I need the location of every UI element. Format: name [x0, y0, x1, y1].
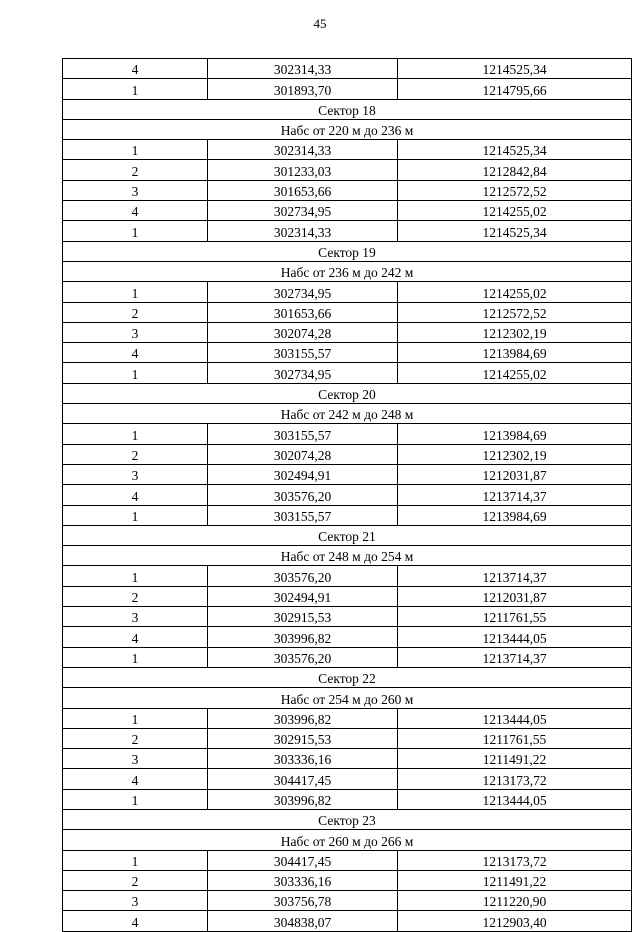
sector-header-row [63, 99, 632, 119]
y-coordinate-cell: 1213714,37 [398, 566, 632, 586]
y-coordinate-cell: 1211491,22 [398, 870, 632, 890]
x-coordinate-cell: 303756,78 [208, 891, 398, 911]
point-number-cell: 4 [63, 911, 208, 931]
point-number-cell: 2 [63, 870, 208, 890]
sector-header-cell: Сектор 21 [63, 525, 632, 545]
point-number-cell: 4 [63, 343, 208, 363]
sector-header-cell: Набс от 248 м до 254 м [63, 546, 632, 566]
x-coordinate-cell: 304417,45 [208, 850, 398, 870]
table-row [63, 505, 632, 525]
x-coordinate-cell: 303996,82 [208, 789, 398, 809]
page-number: 45 [313, 16, 327, 31]
coordinates-table-body [63, 59, 632, 932]
sector-header-row [63, 261, 632, 281]
table-row [63, 59, 632, 79]
x-coordinate-cell: 302915,53 [208, 607, 398, 627]
y-coordinate-cell: 1211491,22 [398, 749, 632, 769]
point-number-cell: 3 [63, 180, 208, 200]
y-coordinate-cell: 1214255,02 [398, 363, 632, 383]
table-row [63, 789, 632, 809]
x-coordinate-cell: 303996,82 [208, 708, 398, 728]
x-coordinate-cell: 302074,28 [208, 444, 398, 464]
y-coordinate-cell: 1212302,19 [398, 444, 632, 464]
x-coordinate-cell: 302734,95 [208, 282, 398, 302]
x-coordinate-cell: 302314,33 [208, 59, 398, 79]
table-row [63, 891, 632, 911]
sector-header-cell: Набс от 254 м до 260 м [63, 688, 632, 708]
table-row [63, 870, 632, 890]
table-row [63, 566, 632, 586]
sector-header-cell: Набс от 236 м до 242 м [63, 261, 632, 281]
point-number-cell: 4 [63, 59, 208, 79]
point-number-cell: 4 [63, 769, 208, 789]
sector-header-row [63, 119, 632, 139]
x-coordinate-cell: 302314,33 [208, 221, 398, 241]
table-row [63, 769, 632, 789]
table-row [63, 322, 632, 342]
y-coordinate-cell: 1213444,05 [398, 627, 632, 647]
y-coordinate-cell: 1213173,72 [398, 769, 632, 789]
sector-header-row [63, 830, 632, 850]
y-coordinate-cell: 1213984,69 [398, 343, 632, 363]
table-row [63, 647, 632, 667]
y-coordinate-cell: 1213444,05 [398, 708, 632, 728]
sector-header-cell: Сектор 22 [63, 667, 632, 687]
y-coordinate-cell: 1213714,37 [398, 485, 632, 505]
sector-header-row [63, 667, 632, 687]
table-row [63, 485, 632, 505]
point-number-cell: 1 [63, 789, 208, 809]
sector-header-cell: Сектор 19 [63, 241, 632, 261]
point-number-cell: 2 [63, 444, 208, 464]
x-coordinate-cell: 301653,66 [208, 302, 398, 322]
y-coordinate-cell: 1214795,66 [398, 79, 632, 99]
table-row [63, 444, 632, 464]
x-coordinate-cell: 303576,20 [208, 485, 398, 505]
y-coordinate-cell: 1212031,87 [398, 586, 632, 606]
coordinates-table [62, 58, 632, 932]
y-coordinate-cell: 1212302,19 [398, 322, 632, 342]
table-row [63, 586, 632, 606]
table-row [63, 363, 632, 383]
y-coordinate-cell: 1211761,55 [398, 728, 632, 748]
table-row [63, 160, 632, 180]
point-number-cell: 2 [63, 302, 208, 322]
y-coordinate-cell: 1214255,02 [398, 201, 632, 221]
y-coordinate-cell: 1212031,87 [398, 464, 632, 484]
y-coordinate-cell: 1214525,34 [398, 221, 632, 241]
x-coordinate-cell: 303155,57 [208, 424, 398, 444]
sector-header-row [63, 688, 632, 708]
x-coordinate-cell: 301233,03 [208, 160, 398, 180]
y-coordinate-cell: 1213984,69 [398, 424, 632, 444]
table-row [63, 201, 632, 221]
y-coordinate-cell: 1214525,34 [398, 59, 632, 79]
sector-header-cell: Сектор 23 [63, 809, 632, 829]
x-coordinate-cell: 303155,57 [208, 343, 398, 363]
x-coordinate-cell: 304838,07 [208, 911, 398, 931]
point-number-cell: 2 [63, 728, 208, 748]
table-row [63, 79, 632, 99]
point-number-cell: 3 [63, 891, 208, 911]
sector-header-cell: Набс от 242 м до 248 м [63, 404, 632, 424]
sector-header-row [63, 525, 632, 545]
table-row [63, 302, 632, 322]
point-number-cell: 1 [63, 850, 208, 870]
sector-header-row [63, 241, 632, 261]
x-coordinate-cell: 302494,91 [208, 586, 398, 606]
x-coordinate-cell: 302915,53 [208, 728, 398, 748]
table-row [63, 607, 632, 627]
point-number-cell: 2 [63, 586, 208, 606]
point-number-cell: 3 [63, 749, 208, 769]
sector-header-row [63, 809, 632, 829]
x-coordinate-cell: 304417,45 [208, 769, 398, 789]
y-coordinate-cell: 1213984,69 [398, 505, 632, 525]
x-coordinate-cell: 303576,20 [208, 566, 398, 586]
sector-header-cell: Сектор 20 [63, 383, 632, 403]
x-coordinate-cell: 303336,16 [208, 749, 398, 769]
table-row [63, 221, 632, 241]
table-row [63, 708, 632, 728]
point-number-cell: 1 [63, 140, 208, 160]
point-number-cell: 1 [63, 505, 208, 525]
table-row [63, 140, 632, 160]
point-number-cell: 1 [63, 79, 208, 99]
point-number-cell: 2 [63, 160, 208, 180]
y-coordinate-cell: 1212842,84 [398, 160, 632, 180]
x-coordinate-cell: 303996,82 [208, 627, 398, 647]
table-row [63, 343, 632, 363]
x-coordinate-cell: 302734,95 [208, 201, 398, 221]
sector-header-cell: Набс от 220 м до 236 м [63, 119, 632, 139]
x-coordinate-cell: 303155,57 [208, 505, 398, 525]
y-coordinate-cell: 1211220,90 [398, 891, 632, 911]
sector-header-cell: Набс от 260 м до 266 м [63, 830, 632, 850]
point-number-cell: 4 [63, 627, 208, 647]
y-coordinate-cell: 1213173,72 [398, 850, 632, 870]
point-number-cell: 1 [63, 221, 208, 241]
y-coordinate-cell: 1211761,55 [398, 607, 632, 627]
point-number-cell: 1 [63, 566, 208, 586]
point-number-cell: 4 [63, 201, 208, 221]
point-number-cell: 1 [63, 708, 208, 728]
point-number-cell: 1 [63, 363, 208, 383]
x-coordinate-cell: 302734,95 [208, 363, 398, 383]
table-row [63, 424, 632, 444]
x-coordinate-cell: 302494,91 [208, 464, 398, 484]
point-number-cell: 1 [63, 647, 208, 667]
point-number-cell: 1 [63, 424, 208, 444]
table-row [63, 282, 632, 302]
table-row [63, 728, 632, 748]
point-number-cell: 3 [63, 322, 208, 342]
table-row [63, 749, 632, 769]
y-coordinate-cell: 1213444,05 [398, 789, 632, 809]
x-coordinate-cell: 302314,33 [208, 140, 398, 160]
sector-header-row [63, 546, 632, 566]
table-row [63, 911, 632, 931]
y-coordinate-cell: 1212572,52 [398, 302, 632, 322]
point-number-cell: 1 [63, 282, 208, 302]
x-coordinate-cell: 301893,70 [208, 79, 398, 99]
y-coordinate-cell: 1212903,40 [398, 911, 632, 931]
point-number-cell: 3 [63, 464, 208, 484]
x-coordinate-cell: 303576,20 [208, 647, 398, 667]
sector-header-row [63, 383, 632, 403]
table-row [63, 627, 632, 647]
point-number-cell: 4 [63, 485, 208, 505]
x-coordinate-cell: 301653,66 [208, 180, 398, 200]
y-coordinate-cell: 1213714,37 [398, 647, 632, 667]
x-coordinate-cell: 303336,16 [208, 870, 398, 890]
table-row [63, 464, 632, 484]
sector-header-row [63, 404, 632, 424]
sector-header-cell: Сектор 18 [63, 99, 632, 119]
point-number-cell: 3 [63, 607, 208, 627]
x-coordinate-cell: 302074,28 [208, 322, 398, 342]
y-coordinate-cell: 1214255,02 [398, 282, 632, 302]
y-coordinate-cell: 1212572,52 [398, 180, 632, 200]
table-row [63, 850, 632, 870]
table-row [63, 180, 632, 200]
y-coordinate-cell: 1214525,34 [398, 140, 632, 160]
